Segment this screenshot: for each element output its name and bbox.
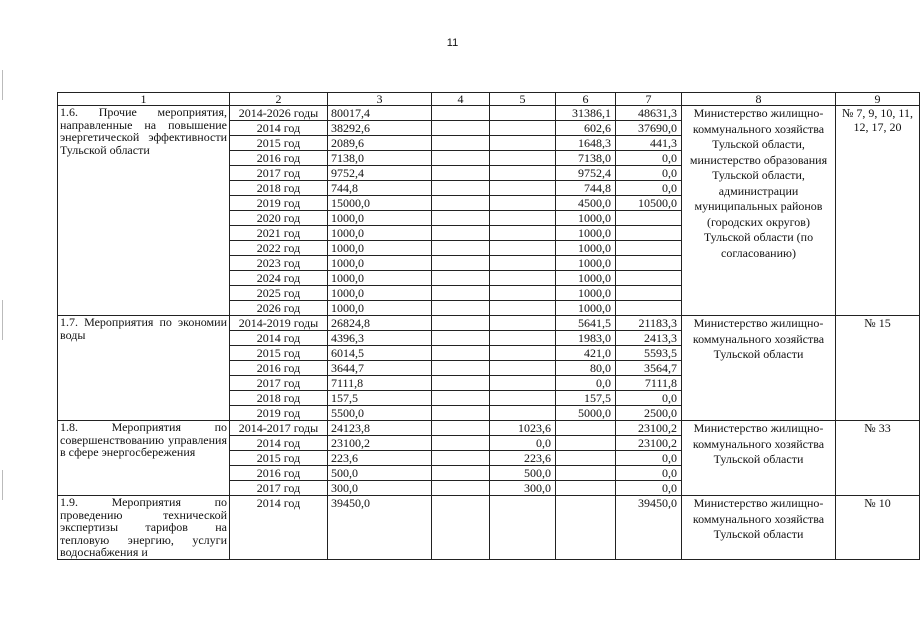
column-number-9: 9 bbox=[836, 93, 920, 106]
col4-cell bbox=[432, 376, 490, 391]
total-cell: 157,5 bbox=[328, 391, 432, 406]
column-number-8: 8 bbox=[682, 93, 836, 106]
col4-cell bbox=[432, 316, 490, 331]
col4-cell bbox=[432, 466, 490, 481]
total-cell: 1000,0 bbox=[328, 271, 432, 286]
year-cell: 2019 год bbox=[230, 196, 328, 211]
total-cell: 1000,0 bbox=[328, 211, 432, 226]
col4-cell bbox=[432, 136, 490, 151]
year-cell: 2019 год bbox=[230, 406, 328, 421]
year-cell: 2014-2019 годы bbox=[230, 316, 328, 331]
col6-cell: 1983,0 bbox=[556, 331, 616, 346]
col7-cell: 48631,3 bbox=[616, 106, 682, 121]
col5-cell: 300,0 bbox=[490, 481, 556, 496]
executor: Министерство жилищно-коммунального хозяйства Тульской области bbox=[682, 316, 836, 421]
col5-cell bbox=[490, 271, 556, 286]
year-cell: 2017 год bbox=[230, 481, 328, 496]
col5-cell bbox=[490, 331, 556, 346]
total-cell: 2089,6 bbox=[328, 136, 432, 151]
col7-cell bbox=[616, 301, 682, 316]
total-cell: 744,8 bbox=[328, 181, 432, 196]
total-cell: 7111,8 bbox=[328, 376, 432, 391]
column-number-4: 4 bbox=[432, 93, 490, 106]
col4-cell bbox=[432, 286, 490, 301]
col4-cell bbox=[432, 166, 490, 181]
col7-cell: 23100,2 bbox=[616, 436, 682, 451]
col4-cell bbox=[432, 346, 490, 361]
col6-cell: 5000,0 bbox=[556, 406, 616, 421]
col7-cell bbox=[616, 286, 682, 301]
col6-cell: 602,6 bbox=[556, 121, 616, 136]
measure-name: 1.8. Мероприятия по совершенствованию управления в сфере энергосбережения bbox=[58, 421, 230, 496]
col5-cell: 500,0 bbox=[490, 466, 556, 481]
col6-cell bbox=[556, 451, 616, 466]
col4-cell bbox=[432, 421, 490, 436]
col7-cell: 0,0 bbox=[616, 481, 682, 496]
total-cell: 9752,4 bbox=[328, 166, 432, 181]
total-cell: 15000,0 bbox=[328, 196, 432, 211]
year-cell: 2014-2017 годы bbox=[230, 421, 328, 436]
col4-cell bbox=[432, 406, 490, 421]
col4-cell bbox=[432, 301, 490, 316]
col7-cell: 2413,3 bbox=[616, 331, 682, 346]
col6-cell: 4500,0 bbox=[556, 196, 616, 211]
col5-cell bbox=[490, 346, 556, 361]
col5-cell bbox=[490, 166, 556, 181]
col7-cell bbox=[616, 271, 682, 286]
column-number-5: 5 bbox=[490, 93, 556, 106]
col4-cell bbox=[432, 496, 490, 560]
total-cell: 24123,8 bbox=[328, 421, 432, 436]
scan-mark bbox=[2, 70, 3, 100]
total-cell: 5500,0 bbox=[328, 406, 432, 421]
column-number-6: 6 bbox=[556, 93, 616, 106]
col7-cell: 7111,8 bbox=[616, 376, 682, 391]
col5-cell bbox=[490, 376, 556, 391]
col4-cell bbox=[432, 256, 490, 271]
total-cell: 6014,5 bbox=[328, 346, 432, 361]
year-cell: 2022 год bbox=[230, 241, 328, 256]
year-cell: 2020 год bbox=[230, 211, 328, 226]
col6-cell: 0,0 bbox=[556, 376, 616, 391]
col4-cell bbox=[432, 331, 490, 346]
col5-cell bbox=[490, 106, 556, 121]
table-row bbox=[58, 496, 920, 560]
indicator-numbers: № 10 bbox=[836, 496, 920, 560]
col6-cell: 157,5 bbox=[556, 391, 616, 406]
year-cell: 2017 год bbox=[230, 166, 328, 181]
col4-cell bbox=[432, 361, 490, 376]
year-cell: 2018 год bbox=[230, 391, 328, 406]
col5-cell bbox=[490, 121, 556, 136]
col6-cell: 1000,0 bbox=[556, 286, 616, 301]
col4-cell bbox=[432, 241, 490, 256]
col4-cell bbox=[432, 271, 490, 286]
col7-cell: 21183,3 bbox=[616, 316, 682, 331]
col6-cell: 1000,0 bbox=[556, 256, 616, 271]
year-cell: 2023 год bbox=[230, 256, 328, 271]
column-number-7: 7 bbox=[616, 93, 682, 106]
total-cell: 1000,0 bbox=[328, 256, 432, 271]
col5-cell bbox=[490, 151, 556, 166]
col7-cell: 0,0 bbox=[616, 181, 682, 196]
year-cell: 2016 год bbox=[230, 151, 328, 166]
table-row bbox=[58, 106, 920, 121]
indicator-numbers: № 33 bbox=[836, 421, 920, 496]
page-number: 11 bbox=[446, 37, 459, 49]
col4-cell bbox=[432, 211, 490, 226]
year-cell: 2016 год bbox=[230, 361, 328, 376]
col7-cell: 441,3 bbox=[616, 136, 682, 151]
year-cell: 2024 год bbox=[230, 271, 328, 286]
executor: Министерство жилищно-коммунального хозяйства Тульской области, министерство образования Тульской области, администрации муниципальных районов (городских округов) Тульской области (по согласованию) bbox=[682, 106, 836, 316]
scan-mark bbox=[2, 300, 3, 340]
col5-cell bbox=[490, 361, 556, 376]
col4-cell bbox=[432, 481, 490, 496]
year-cell: 2015 год bbox=[230, 346, 328, 361]
col6-cell: 80,0 bbox=[556, 361, 616, 376]
col5-cell bbox=[490, 256, 556, 271]
total-cell: 3644,7 bbox=[328, 361, 432, 376]
col4-cell bbox=[432, 226, 490, 241]
col6-cell: 7138,0 bbox=[556, 151, 616, 166]
col5-cell bbox=[490, 211, 556, 226]
col6-cell bbox=[556, 421, 616, 436]
col4-cell bbox=[432, 181, 490, 196]
table-row bbox=[58, 421, 920, 436]
col7-cell: 0,0 bbox=[616, 466, 682, 481]
col7-cell: 0,0 bbox=[616, 391, 682, 406]
measure-name: 1.7. Мероприятия по экономии воды bbox=[58, 316, 230, 421]
col5-cell bbox=[490, 406, 556, 421]
total-cell: 500,0 bbox=[328, 466, 432, 481]
measure-name: 1.9. Мероприятия по проведению технической экспертизы тарифов на тепловую энергию, услуги водоснабжения и bbox=[58, 496, 230, 560]
col7-cell: 3564,7 bbox=[616, 361, 682, 376]
col5-cell: 0,0 bbox=[490, 436, 556, 451]
col7-cell bbox=[616, 256, 682, 271]
col7-cell: 0,0 bbox=[616, 451, 682, 466]
year-cell: 2025 год bbox=[230, 286, 328, 301]
year-cell: 2017 год bbox=[230, 376, 328, 391]
total-cell: 7138,0 bbox=[328, 151, 432, 166]
executor: Министерство жилищно-коммунального хозяйства Тульской области bbox=[682, 421, 836, 496]
year-cell: 2026 год bbox=[230, 301, 328, 316]
col6-cell bbox=[556, 436, 616, 451]
col4-cell bbox=[432, 106, 490, 121]
col5-cell bbox=[490, 316, 556, 331]
program-table bbox=[57, 92, 920, 560]
column-number-3: 3 bbox=[328, 93, 432, 106]
total-cell: 1000,0 bbox=[328, 286, 432, 301]
col4-cell bbox=[432, 196, 490, 211]
total-cell: 23100,2 bbox=[328, 436, 432, 451]
col6-cell bbox=[556, 466, 616, 481]
col6-cell: 1000,0 bbox=[556, 211, 616, 226]
year-cell: 2021 год bbox=[230, 226, 328, 241]
col5-cell bbox=[490, 286, 556, 301]
year-cell: 2014 год bbox=[230, 436, 328, 451]
col6-cell: 1000,0 bbox=[556, 271, 616, 286]
col6-cell: 9752,4 bbox=[556, 166, 616, 181]
col6-cell: 1000,0 bbox=[556, 226, 616, 241]
col6-cell: 1000,0 bbox=[556, 301, 616, 316]
col7-cell: 2500,0 bbox=[616, 406, 682, 421]
col4-cell bbox=[432, 436, 490, 451]
total-cell: 4396,3 bbox=[328, 331, 432, 346]
col5-cell bbox=[490, 136, 556, 151]
col7-cell: 10500,0 bbox=[616, 196, 682, 211]
year-cell: 2014 год bbox=[230, 496, 328, 560]
column-number-1: 1 bbox=[58, 93, 230, 106]
year-cell: 2016 год bbox=[230, 466, 328, 481]
col6-cell: 1648,3 bbox=[556, 136, 616, 151]
total-cell: 38292,6 bbox=[328, 121, 432, 136]
total-cell: 39450,0 bbox=[328, 496, 432, 560]
col5-cell bbox=[490, 241, 556, 256]
col4-cell bbox=[432, 451, 490, 466]
col6-cell: 5641,5 bbox=[556, 316, 616, 331]
scan-mark bbox=[2, 470, 3, 500]
col6-cell: 421,0 bbox=[556, 346, 616, 361]
col7-cell: 5593,5 bbox=[616, 346, 682, 361]
col5-cell bbox=[490, 181, 556, 196]
column-number-2: 2 bbox=[230, 93, 328, 106]
col5-cell bbox=[490, 196, 556, 211]
total-cell: 80017,4 bbox=[328, 106, 432, 121]
col4-cell bbox=[432, 391, 490, 406]
col5-cell: 1023,6 bbox=[490, 421, 556, 436]
indicator-numbers: № 7, 9, 10, 11, 12, 17, 20 bbox=[836, 106, 920, 316]
col5-cell bbox=[490, 496, 556, 560]
col7-cell: 0,0 bbox=[616, 166, 682, 181]
col7-cell: 39450,0 bbox=[616, 496, 682, 560]
total-cell: 223,6 bbox=[328, 451, 432, 466]
col7-cell: 23100,2 bbox=[616, 421, 682, 436]
col7-cell: 37690,0 bbox=[616, 121, 682, 136]
col6-cell: 1000,0 bbox=[556, 241, 616, 256]
col4-cell bbox=[432, 121, 490, 136]
year-cell: 2014 год bbox=[230, 121, 328, 136]
total-cell: 1000,0 bbox=[328, 301, 432, 316]
col4-cell bbox=[432, 151, 490, 166]
header-row bbox=[58, 93, 920, 106]
col5-cell bbox=[490, 301, 556, 316]
indicator-numbers: № 15 bbox=[836, 316, 920, 421]
col5-cell bbox=[490, 391, 556, 406]
year-cell: 2014-2026 годы bbox=[230, 106, 328, 121]
total-cell: 26824,8 bbox=[328, 316, 432, 331]
total-cell: 300,0 bbox=[328, 481, 432, 496]
col6-cell: 31386,1 bbox=[556, 106, 616, 121]
col6-cell bbox=[556, 496, 616, 560]
measure-name: 1.6. Прочие мероприятия, направленные на повышение энергетической эффективности Тульской области bbox=[58, 106, 230, 316]
col5-cell bbox=[490, 226, 556, 241]
col6-cell: 744,8 bbox=[556, 181, 616, 196]
year-cell: 2015 год bbox=[230, 136, 328, 151]
year-cell: 2018 год bbox=[230, 181, 328, 196]
col7-cell bbox=[616, 226, 682, 241]
table-row bbox=[58, 316, 920, 331]
executor: Министерство жилищно-коммунального хозяйства Тульской области bbox=[682, 496, 836, 560]
total-cell: 1000,0 bbox=[328, 241, 432, 256]
total-cell: 1000,0 bbox=[328, 226, 432, 241]
year-cell: 2015 год bbox=[230, 451, 328, 466]
col5-cell: 223,6 bbox=[490, 451, 556, 466]
col6-cell bbox=[556, 481, 616, 496]
col7-cell: 0,0 bbox=[616, 151, 682, 166]
col7-cell bbox=[616, 211, 682, 226]
col7-cell bbox=[616, 241, 682, 256]
year-cell: 2014 год bbox=[230, 331, 328, 346]
